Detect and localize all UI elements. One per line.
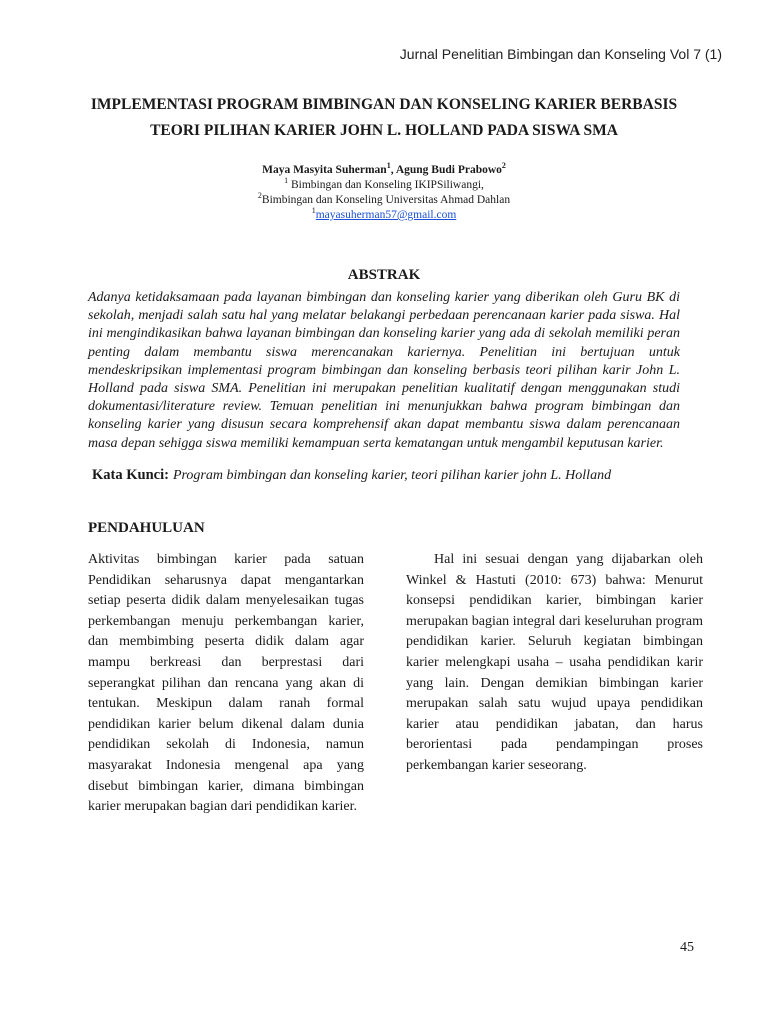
affiliation-1-text: Bimbingan dan Konseling IKIPSiliwangi, [288,179,484,191]
page-number: 45 [680,940,694,955]
affiliation-2 [100,193,668,208]
abstract-text: Adanya ketidaksamaan pada layanan bimbingan dan konseling karier yang diberikan oleh Guru BK di sekolah, menjadi salah satu hal yang melatar belakangi perbedaan perencanaan karier pada siswa. Hal ini mengindikasikan bahwa layanan bimbingan dan konseling karier yang ada di sekolah memiliki peran penting dalam membantu siswa merencanakan kariernya. Penelitian ini bertujuan untuk mendeskripsikan implementasi program bimbingan dan konseling berbasis teori pilihan karir John L. Holland pada siswa SMA. Penelitian ini merupakan penelitian kualitatif dengan menggunakan studi dokumentasi/literature review. Temuan penelitian ini menunjukkan bahwa program bimbingan dan konseling karier yang disusun secara komprehensif akan dapat membantu siswa dalam perencanaan masa depan sehigga siswa memiliki kemampuan serta kematangan untuk mengambil keputusan karier. [88,290,680,451]
paper-title [60,92,708,144]
keywords-label: Kata Kunci: [92,467,169,483]
author-1-sup: 1 [386,161,391,171]
body-column-left: Aktivitas bimbingan karier pada satuan Pendidikan seharusnya dapat mengantarkan setiap peserta didik dalam menyelesaikan tugas perkembangan menuju perkembangan karier, dan membimbing peserta didik dalam agar mampu berkreasi dan berprestasi dari seperangkat pilihan dan rencana yang akan di tentukan. Meskipun dalam ranah formal pendidikan karier belum dikenal dalam dunia pendidikan sekolah di Indonesia, namun masyarakat Indonesia mengenal apa yang disebut bimbingan karier, dimana bimbingan karier merupakan bagian dari pendidikan karier. [88,552,364,815]
author-2-sup: 2 [501,161,506,171]
email-sup: 1 [311,206,316,216]
body-column-right: Hal ini sesuai dengan yang dijabarkan oleh Winkel & Hastuti (2010: 673) bahwa: Menurut konsepsi pendidikan karier, bimbingan karier merupakan bagian integral dari keseluruhan program pendidikan karier. Seluruh kegiatan bimbingan karier melengkapi usaha – usaha pendidikan karir yang lain. Dengan demikian bimbingan karier merupakan salah satu wujud upaya pendidikan karier atau pendidikan jabatan, dan harus berorientasi pada pendampingan proses perkembangan karier seseorang. [406,552,703,773]
paper-title-line-2: TEORI PILIHAN KARIER JOHN L. HOLLAND PADA SISWA SMA [150,122,618,139]
author-names [100,163,668,178]
section-heading: PENDAHULUAN [88,520,205,536]
affiliation-1 [100,178,668,193]
affiliation-2-text: Bimbingan dan Konseling Universitas Ahmad Dahlan [261,194,511,206]
paper-title-line-1: IMPLEMENTASI PROGRAM BIMBINGAN DAN KONSELING KARIER BERBASIS [90,96,678,113]
author-block [100,163,668,223]
keywords [92,467,692,484]
author-separator: , [390,164,396,176]
abstract-heading: ABSTRAK [347,267,421,283]
journal-header: Jurnal Penelitian Bimbingan dan Konseling Vol 7 (1) [399,46,722,62]
author-email [100,208,668,223]
author-1-name: Maya Masyita Suherman [262,164,387,176]
author-2-name: Agung Budi Prabowo [395,164,502,176]
affiliation-2-sup: 2 [257,191,262,201]
affiliation-1-sup: 1 [284,176,289,186]
keywords-text: Program bimbingan dan konseling karier, teori pilihan karier john L. Holland [172,468,612,483]
email-link[interactable]: mayasuherman57@gmail.com [315,209,457,221]
